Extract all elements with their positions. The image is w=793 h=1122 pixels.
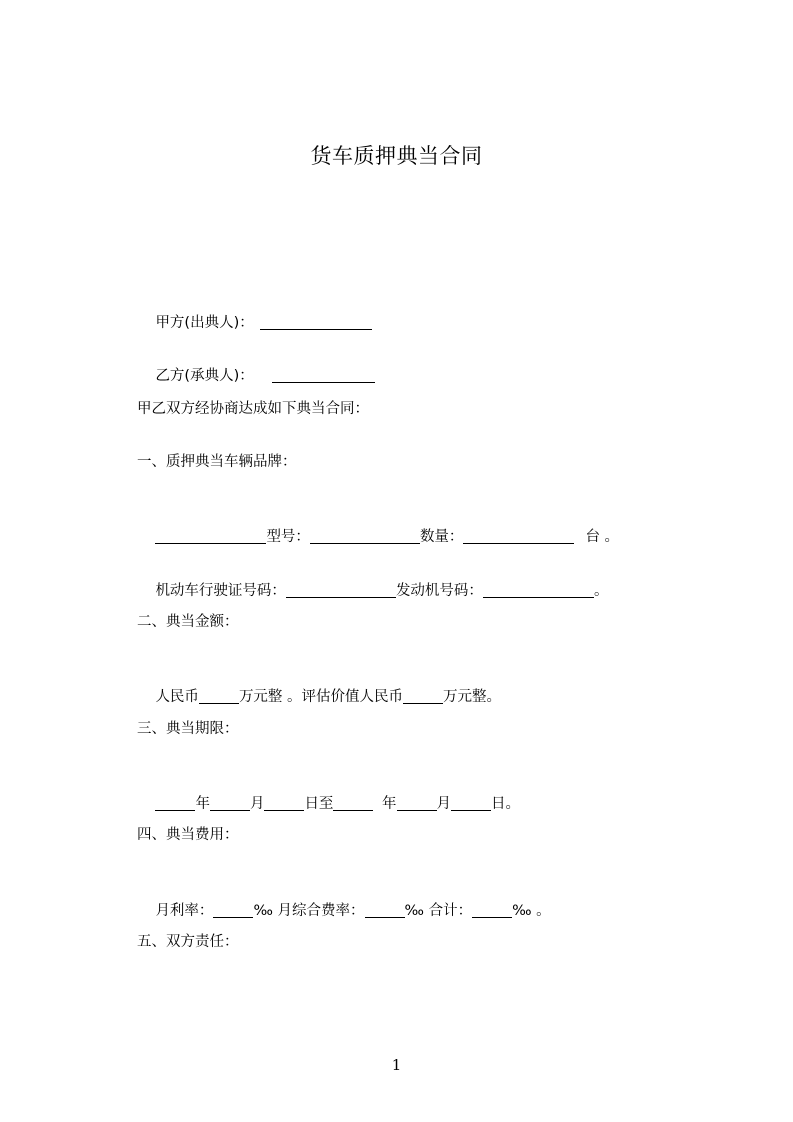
party-b-blank[interactable] xyxy=(272,366,375,383)
total-label: 合计： xyxy=(423,903,473,919)
day-end-label: 日。 xyxy=(491,796,521,812)
registration-line xyxy=(137,558,609,599)
quantity-label: 数量： xyxy=(419,529,464,545)
section-5-heading: 五、双方责任： xyxy=(137,934,239,950)
appraisal-blank[interactable] xyxy=(403,687,443,704)
quantity-blank[interactable] xyxy=(463,527,574,544)
party-a-label: 甲方(出典人)： xyxy=(155,315,254,331)
section-1-heading: 一、质押典当车辆品牌： xyxy=(137,454,297,470)
permille-2: ‰ xyxy=(404,903,424,919)
fees-line xyxy=(137,878,551,919)
engine-blank[interactable] xyxy=(483,581,594,598)
engine-label: 发动机号码： xyxy=(395,583,483,599)
appraisal-label: 评估价值人民币 xyxy=(301,689,404,705)
agreement-intro: 甲乙双方经协商达成如下典当合同： xyxy=(137,401,369,417)
unit-tai: 台 。 xyxy=(585,529,620,545)
section-2-heading: 二、典当金额： xyxy=(137,614,239,630)
monthly-rate-blank[interactable] xyxy=(213,901,253,918)
amount-unit: 万元整 。 xyxy=(238,689,302,705)
total-blank[interactable] xyxy=(472,901,512,918)
year-label: 年 xyxy=(195,796,210,812)
month2-label: 月 xyxy=(436,796,452,812)
term-line xyxy=(137,771,521,812)
party-b-line xyxy=(137,343,375,384)
contract-title: 货车质押典当合同 xyxy=(310,144,483,168)
section-3-heading: 三、典当期限： xyxy=(137,721,239,737)
brand-blank[interactable] xyxy=(155,527,266,544)
permille-1: ‰ xyxy=(253,903,273,919)
monthly-fee-blank[interactable] xyxy=(365,901,405,918)
start-day-blank[interactable] xyxy=(264,794,304,811)
party-b-label: 乙方(承典人)： xyxy=(155,368,254,384)
amount-blank[interactable] xyxy=(199,687,239,704)
model-blank[interactable] xyxy=(310,527,420,544)
party-a-line xyxy=(137,290,372,331)
end-day-blank[interactable] xyxy=(451,794,491,811)
vehicle-info-line xyxy=(137,504,620,545)
section-4-heading: 四、典当费用： xyxy=(137,827,239,843)
start-year-blank[interactable] xyxy=(155,794,195,811)
amount-line xyxy=(137,664,502,705)
rmb-label: 人民币 xyxy=(155,689,199,705)
end-year-blank[interactable] xyxy=(333,794,373,811)
end-month-blank[interactable] xyxy=(397,794,437,811)
monthly-rate-label: 月利率： xyxy=(155,903,214,919)
start-month-blank[interactable] xyxy=(210,794,250,811)
appraisal-unit: 万元整。 xyxy=(443,689,502,705)
license-blank[interactable] xyxy=(286,581,396,598)
period-mark: 。 xyxy=(593,583,609,599)
permille-end: ‰ 。 xyxy=(512,903,551,919)
license-label: 机动车行驶证号码： xyxy=(155,583,286,599)
party-a-blank[interactable] xyxy=(260,313,372,330)
month-label: 月 xyxy=(249,796,265,812)
year2-label: 年 xyxy=(377,796,397,812)
day-to-label: 日至 xyxy=(304,796,334,812)
model-label: 型号： xyxy=(266,529,310,545)
monthly-fee-label: 月综合费率： xyxy=(272,903,365,919)
page-number: 1 xyxy=(391,1056,402,1074)
